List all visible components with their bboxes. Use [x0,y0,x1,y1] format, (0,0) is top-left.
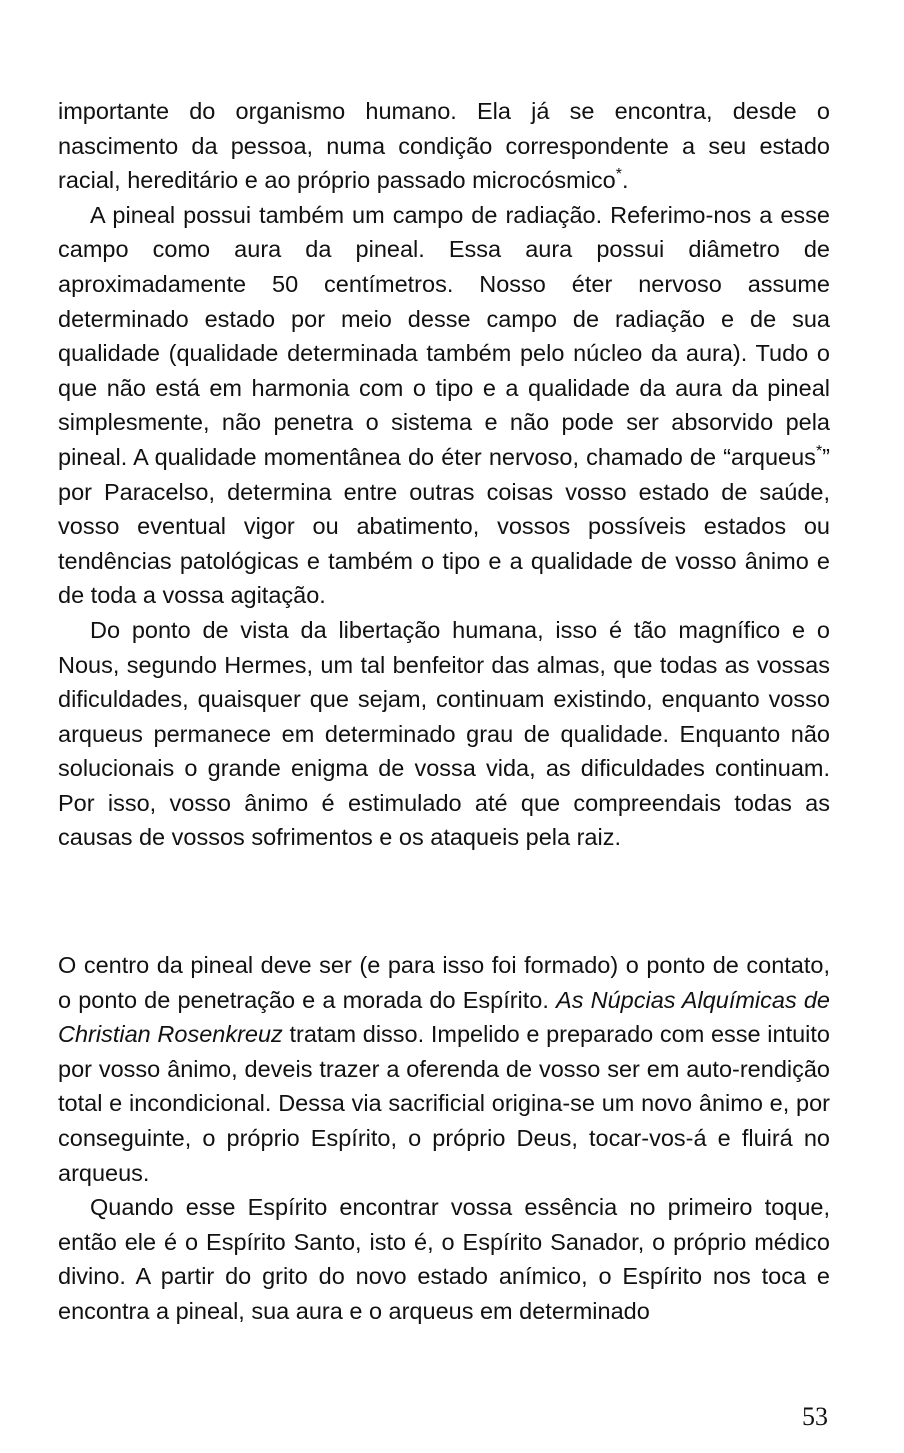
paragraph-continued [58,94,830,198]
page-number: 53 [802,1402,828,1431]
paragraph-text: importante do organismo humano. Ela já se encontra, desde o nascimento da pessoa, numa condição correspondente a seu estado racial, hereditário e ao próprio passado microcósmico [58,98,830,194]
paragraph-text-end: ” por Paracelso, determina entre outras coisas vosso estado de saúde, vosso eventual vigor ou abatimento, vossos possíveis estados ou tendências patológicas e também o tipo e a qualidade de vosso ânimo e de toda a vossa agitação. [58,443,830,609]
paragraph-holy-spirit: Quando esse Espírito encontrar vossa essência no primeiro toque, então ele é o Espírito Santo, isto é, o Espírito Sanador, o próprio médico divino. A partir do grito do novo estado anímico, o Espírito nos toca e encontra a pineal, sua aura e o arqueus em determinado [58,1194,830,1324]
text-section-lower [58,948,830,1329]
footnote-asterisk: * [815,443,823,461]
book-title-italic: As Núpcias Alquímicas de Christian Rosenkreuz [58,986,830,1048]
paragraph-text: A pineal possui também um campo de radiação. Referimo-nos a esse campo como aura da pineal. Essa aura possui diâmetro de aproximadamente 50 centímetros. Nosso éter nervoso assume determinado estado por meio desse campo de radiação e de sua qualidade (qualidade determinada também pelo núcleo da aura). Tudo o que não está em harmonia com o tipo e a qualidade da aura da pineal simplesmente, não penetra o sistema e não pode ser absorvido pela pineal. A qualidade momentânea do éter nervoso, chamado de “arqueus [58,201,830,470]
paragraph-text-end: tratam disso. Impelido e preparado com esse intuito por vosso ânimo, deveis trazer a oferenda de vosso ser em auto-rendição total e incondicional. Dessa via sacrificial origina-se um novo ânimo e, por conseguinte, o próprio Espírito, o próprio Deus, tocar-vos-á e fluirá no arqueus. [58,1021,831,1186]
text-section-upper [58,94,830,855]
paragraph-text-end: . [621,167,629,194]
footnote-asterisk: * [615,166,622,184]
paragraph-text: O centro da pineal deve ser (e para isso foi formado) o ponto de contato, o ponto de penetração e a morada do Espírito. [58,952,830,1013]
paragraph-pineal-center [58,948,830,1190]
paragraph-liberation: Do ponto de vista da libertação humana, isso é tão magnífico e o Nous, segundo Hermes, um tal benfeitor das almas, que todas as vossas dificuldades, quaisquer que sejam, continuam existindo, enquanto vosso arqueus permanece em determinado grau de qualidade. Enquanto não solucionais o grande enigma de vossa vida, as dificuldades continuam. Por isso, vosso ânimo é estimulado até que compreendais todas as causas de vossos sofrimentos e os ataqueis pela raiz. [58,616,830,851]
paragraph-pineal-radiation [58,198,830,613]
